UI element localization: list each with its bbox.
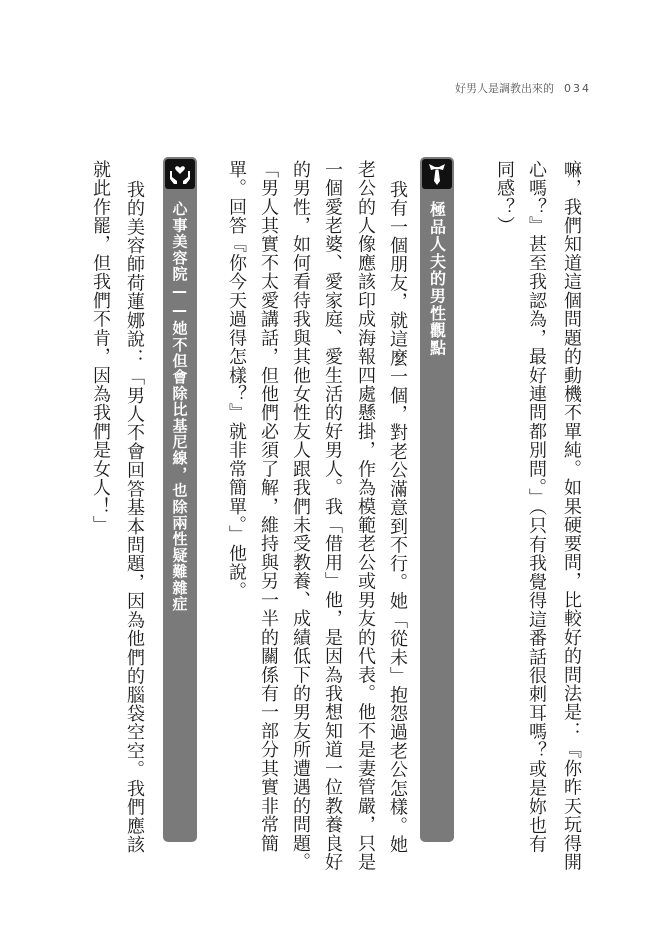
section-title: 心事美容院——她不但會除比基尼線，也除兩性疑難雜症 bbox=[170, 201, 189, 612]
paragraph-line: 一個愛老婆、愛家庭、愛生活的好男人。我「借用」他，是因為我想知道一位教養良好 bbox=[322, 160, 343, 872]
running-header bbox=[455, 80, 605, 100]
paragraph-line: 老公的人像應該印成海報四處懸掛，作為模範老公或男友的代表。他不是妻管嚴，只是 bbox=[355, 160, 376, 872]
paragraph-line: 同感？） bbox=[494, 160, 515, 235]
paragraph-line: 單。回答『你今天過得怎樣？』就非常簡單。」他說。 bbox=[226, 160, 247, 601]
paragraph-line: 心嗎？』甚至我認為，最好連問都別問。」（只有我覺得這番話很刺耳嗎？或是妳也有 bbox=[526, 160, 547, 854]
section-title: 極品人夫的男性觀點 bbox=[427, 201, 447, 357]
book-title: 好男人是調教出來的 bbox=[455, 82, 554, 95]
paragraph-line: 我有一個朋友，就這麼一個，對老公滿意到不行。她「從未」抱怨過老公怎樣。她 bbox=[387, 180, 408, 854]
section-banner bbox=[163, 157, 197, 842]
paragraph-line: 就此作罷，但我們不肯，因為我們是女人！」 bbox=[90, 160, 111, 535]
page-number: 034 bbox=[564, 82, 591, 95]
necktie-icon bbox=[422, 159, 452, 189]
paragraph-line: 我的美容師荷蓮娜說：「男人不會回答基本問題，因為他們的腦袋空空。我們應該 bbox=[124, 180, 145, 854]
section-banner bbox=[420, 157, 454, 842]
paragraph-line: 嘛，我們知道這個問題的動機不單純。如果硬要問，比較好的問法是：『你昨天玩得開 bbox=[561, 160, 582, 872]
hands-heart-icon bbox=[165, 159, 195, 189]
paragraph-line: 的男性，如何看待我與其他女性友人跟我們未受教養、成績低下的男友所遭遇的問題。 bbox=[290, 160, 311, 872]
paragraph-line: 「男人其實不太愛講話，但他們必須了解，維持與另一半的關係有一部分其實非常簡 bbox=[258, 160, 279, 853]
